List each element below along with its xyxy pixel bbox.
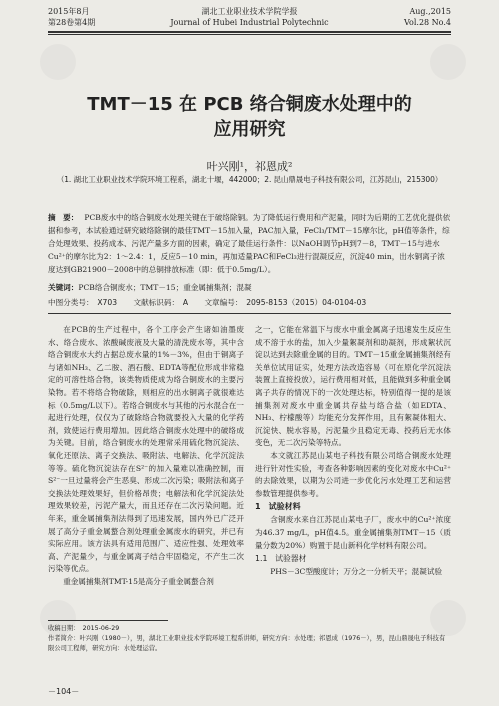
title-line-2: 应用研究 [213,119,286,140]
header-date: 2015年8月 [48,7,90,16]
body-right-column [255,324,451,579]
header-volume-en: Vol.28 No.4 [404,18,451,27]
document-code: 文献标识码： A [133,298,189,307]
journal-name-cn: 湖北工业职业技术学院学报 [201,7,298,16]
paper-title [0,92,499,142]
clc-number: 中图分类号： X703 [48,298,118,307]
body-paragraph: 在PCB的生产过程中，各个工序会产生诸如油墨废水、络合废水、浓酸碱废液及大量的清洗废水等，其中含络合铜废水大约占据总废水量的1%－3%，但由于铜离子与诸如NH₃、乙二胺、酒石酸、EDTA等配位形成非常稳定的可溶性络合物，该类物质使成为络合铜废水的主要污染物。若不将络合物破除，则相应的出水铜离子就很难达标（0.5mg/L以下）。若络合铜废水与其他的污水混合在一起进行处理，仅仅为了破除络合物就要投入大量的化学药剂，致使运行费用增加。因此络合铜废水处理中的破络成为关键。目前，络合铜废水的处理常采用硫化物沉淀法、氧化还原法、离子交换法、吸附法、电解法、化学沉淀法等等。硫化物沉淀法存在S²⁻的加入量难以准确控制，而S²⁻一旦过量将会产生恶臭、形成二次污染；吸附法和离子交换法处理效果好，但价格昂贵；电解法和化学沉淀法处理效果较差，污泥产量大，而且还存在二次污染问题。近年来，重金属捕集剂法得到了迅速发展，国内外已广泛开展了高分子重金属螯合剂处理重金属废水的研究，并已有实际应用。该方法具有适用范围广、适应性强、处理效率高、产泥量少，与重金属离子结合牢固稳定，不产生二次污染等优点。 [48,325,244,574]
keywords-text: PCB络合铜废水；TMT－15；重金属捕集剂；混凝 [78,283,252,292]
section-heading: 1 试验材料 [255,502,301,512]
footnote-author-bio: 作者简介：叶兴刚（1980－），男，湖北工业职业技术学院环境工程系讲师，研究方向：水处理；祁恩成（1976－），男，昆山鼎晟电子科技有限公司工程师，研究方向：水处理运营。 [48,635,446,652]
footnote-received: 收稿日期： 2015-06-29 [48,625,120,632]
subsection-heading: 1.1 试验器材 [255,554,307,564]
body-paragraph: PHS－3C型酸度计；万分之一分析天平；混凝试验 [270,567,443,577]
footnote-rule [48,620,168,621]
keywords-label: 关键词： [48,283,79,292]
classification-line [48,297,451,308]
header-date-en: Aug.,2015 [409,7,451,16]
body-left-column [48,324,244,588]
header-rule-thick [48,31,451,33]
abstract-rule [48,313,451,314]
keywords [48,282,451,293]
abstract-label: 摘 要： [48,213,79,222]
body-paragraph: 重金属捕集剂TMT-15是高分子重金属螯合剂 [63,576,214,586]
journal-name-en: Journal of Hubei Industrial Polytechnic [170,18,329,27]
abstract [48,211,451,276]
page-number: －104－ [48,687,80,696]
body-paragraph: 本文就江苏昆山某电子科技有限公司络合铜废水处理进行针对性实验，考查各种影响因素的变化对废水中Cu²⁺的去除效果，以期为公司进一步优化污水处理工艺和运营参数管理提供参考。 [255,450,451,498]
authors: 叶兴刚¹，祁恩成² [206,160,293,173]
article-number: 文章编号： 2095-8153（2015）04-0104-03 [204,298,367,307]
header-rule-thin [48,34,451,35]
header-volume: 第28卷第4期 [48,18,96,27]
body-paragraph: 之一，它能在常温下与废水中重金属离子迅速发生反应生成不溶于水的盐，加入少量絮凝剂和助凝剂，形成絮状沉淀以达到去除重金属的目的。TMT－15重金属捕集剂经有关单位试用证实，处理方法改造容易（可在原化学沉淀法装置上直接投放），运行费用相对低，且能做到多种重金属离子共存的情况下的一次处理达标，特别值得一提的是该捕集剂对废水中重金属共存盐与络合盐（如EDTA、NH₃、柠檬酸等）均能充分发挥作用，且有絮凝体粗大、沉淀快、脱水容易，污泥量少且稳定无毒、投药后无水体变色，无二次污染等特点。 [255,325,451,448]
abstract-text: PCB废水中的络合铜废水处理关键在于破络除铜。为了降低运行费用和产泥量，同时为后期的工艺优化提供依据和参考，本试验通过研究破络除铜的最佳TMT－15加入量，PAC加入量，FeCl₃/TMT－15摩尔比，pH值等条件，综合处理效果、投药成本、污泥产量多方面的因素，确定了最佳运行条件：以NaOH调节pH到7－8，TMT－15与进水Cu²⁺的摩尔比为2：1～2.4：1，反应5－10 min，再加适量PAC和FeCl₃进行混凝反应，沉淀40 min，出水铜离子浓度达到GB21900－2008中的总铜排放标准（即：低于0.5mg/L）。 [48,213,451,274]
watermark-stamp [40,44,76,80]
title-line-1: TMT－15 在 PCB 络合铜废水处理中的 [87,94,412,115]
affiliation: （1. 湖北工业职业技术学院环境工程系，湖北十堰，442000；2. 昆山鼎晟电子科技有限公司，江苏昆山，215300） [56,175,443,184]
header-right [404,6,451,28]
watermark-stamp [430,44,466,80]
body-paragraph: 含铜废水来自江苏昆山某电子厂，废水中的Cu²⁺浓度为46.37 mg/L，pH值4.5。重金属捕集剂TMT－15（质量分数为20%）购置于昆山新科化学材料有限公司。 [255,515,451,550]
